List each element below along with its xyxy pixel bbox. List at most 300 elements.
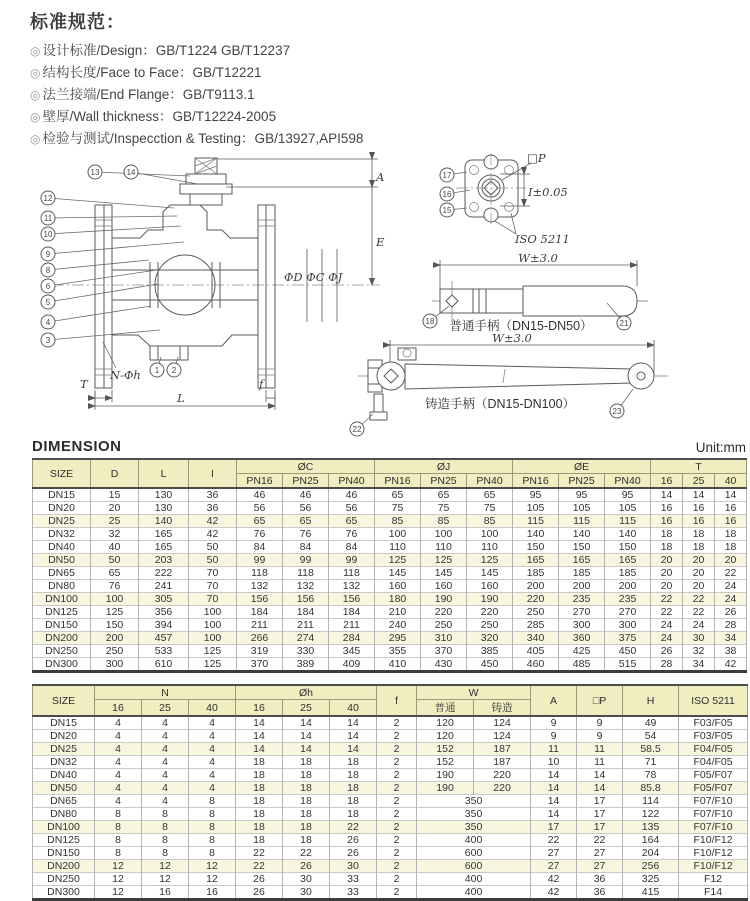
cell: 8: [189, 795, 236, 808]
cell: 65: [237, 515, 283, 528]
cell: 211: [329, 619, 375, 632]
callout-13: [88, 165, 190, 179]
drain-boss: [150, 346, 188, 360]
dim-label-a: A: [376, 170, 385, 184]
cell: 190: [467, 593, 513, 606]
cell: DN80: [33, 808, 95, 821]
cell: 400: [417, 873, 531, 886]
cell: DN300: [33, 886, 95, 900]
cell: 20: [91, 502, 139, 515]
table-row: [33, 632, 747, 645]
cell: 8: [95, 847, 142, 860]
cell: 124: [474, 716, 531, 730]
svg-text:11: 11: [43, 213, 53, 223]
header-cell: N: [95, 685, 236, 700]
w2-label: W±3.0: [492, 331, 532, 345]
cell: 34: [715, 632, 747, 645]
table-row: [33, 515, 747, 528]
header-cell: D: [91, 459, 139, 488]
cell: 75: [467, 502, 513, 515]
svg-text:18: 18: [425, 316, 435, 326]
cell: 18: [683, 541, 715, 554]
cell: 20: [651, 567, 683, 580]
cell: 8: [189, 847, 236, 860]
cell: 65: [329, 515, 375, 528]
cell: 14: [236, 730, 283, 743]
cell: 38: [715, 645, 747, 658]
cell: 120: [417, 730, 474, 743]
cell: 22: [531, 834, 577, 847]
cell: 20: [683, 567, 715, 580]
cell: 165: [139, 541, 189, 554]
cell: 125: [189, 658, 237, 672]
cell: 125: [375, 554, 421, 567]
valve-section-drawing: [41, 158, 385, 410]
iso5211-label: ISO 5211: [515, 232, 570, 246]
cell: 46: [283, 488, 329, 502]
cell: 14: [531, 795, 577, 808]
cell: F04/F05: [679, 743, 748, 756]
cell: DN150: [33, 619, 91, 632]
cell: 42: [531, 873, 577, 886]
cell: 36: [577, 886, 623, 900]
bolt-holes-label: N-Φh: [110, 368, 141, 382]
cell: 152: [417, 743, 474, 756]
svg-text:5: 5: [45, 297, 51, 307]
cell: 124: [474, 730, 531, 743]
header-cell: SIZE: [33, 459, 91, 488]
cell: 28: [715, 619, 747, 632]
cell: 222: [139, 567, 189, 580]
spec-text: 结构长度/Face to Face：GB/T12221: [42, 65, 262, 80]
cell: 250: [513, 606, 559, 619]
cell: 345: [329, 645, 375, 658]
cell: 187: [474, 756, 531, 769]
cell: F07/F10: [679, 795, 748, 808]
cell: DN15: [33, 716, 95, 730]
cell: 4: [95, 730, 142, 743]
cell: 18: [283, 821, 330, 834]
cell: 9: [577, 716, 623, 730]
svg-text:23: 23: [612, 406, 622, 416]
cell: 430: [421, 658, 467, 672]
header-cell: W: [417, 685, 531, 700]
cell: 16: [715, 515, 747, 528]
cell: F05/F07: [679, 782, 748, 795]
cell: 20: [715, 554, 747, 567]
cell: 17: [577, 808, 623, 821]
cell: 305: [139, 593, 189, 606]
cell: 533: [139, 645, 189, 658]
svg-text:8: 8: [45, 265, 51, 275]
cell: 125: [467, 554, 513, 567]
dim-label-e: E: [376, 235, 385, 249]
cell: 34: [683, 658, 715, 672]
header-cell: f: [377, 685, 417, 716]
cell: 18: [330, 795, 377, 808]
cell: 105: [605, 502, 651, 515]
cell: 114: [623, 795, 679, 808]
spec-item-2: [30, 84, 750, 106]
cell: 135: [623, 821, 679, 834]
cell: 50: [91, 554, 139, 567]
cell: 10: [531, 756, 577, 769]
header-cell: A: [531, 685, 577, 716]
cell: 220: [513, 593, 559, 606]
cell: 2: [377, 847, 417, 860]
cell: 250: [421, 619, 467, 632]
cell: 350: [417, 808, 531, 821]
table-row: [33, 860, 748, 873]
cell: 18: [236, 834, 283, 847]
cell: 165: [605, 554, 651, 567]
header-cell: 40: [715, 474, 747, 489]
table-row: [33, 619, 747, 632]
cell: 118: [329, 567, 375, 580]
cell: 110: [467, 541, 513, 554]
table-row: [33, 886, 748, 900]
cell: 600: [417, 860, 531, 873]
cell: 600: [417, 847, 531, 860]
cell: 11: [577, 756, 623, 769]
cell: 18: [236, 756, 283, 769]
cell: 20: [651, 580, 683, 593]
iso5211-pad-drawing: [440, 151, 570, 246]
cell: 30: [683, 632, 715, 645]
cell: 185: [513, 567, 559, 580]
bullet-icon: ◎: [30, 132, 41, 146]
cell: 26: [236, 873, 283, 886]
cell: 14: [651, 488, 683, 502]
table-row: [33, 873, 748, 886]
spec-item-3: [30, 106, 750, 128]
cell: 4: [142, 716, 189, 730]
table-row: [33, 795, 748, 808]
cell: 32: [91, 528, 139, 541]
cell: 240: [375, 619, 421, 632]
cell: 220: [421, 606, 467, 619]
cell: 350: [417, 821, 531, 834]
cell: 78: [623, 769, 679, 782]
cell: 415: [623, 886, 679, 900]
cell: 95: [559, 488, 605, 502]
cell: 4: [189, 743, 236, 756]
cell: 8: [189, 834, 236, 847]
cell: 187: [474, 743, 531, 756]
cell: 2: [377, 860, 417, 873]
cell: 400: [417, 834, 531, 847]
cell: 33: [330, 873, 377, 886]
cell: F14: [679, 886, 748, 900]
cell: 42: [531, 886, 577, 900]
header-cell: 40: [189, 700, 236, 717]
cell: 16: [683, 502, 715, 515]
cell: DN40: [33, 541, 91, 554]
bullet-icon: ◎: [30, 110, 41, 124]
cell: 375: [605, 632, 651, 645]
cell: 18: [683, 528, 715, 541]
header-cell: PN40: [605, 474, 651, 489]
callout-22: [350, 414, 373, 436]
cell: 110: [421, 541, 467, 554]
cell: 118: [283, 567, 329, 580]
cell: 8: [189, 808, 236, 821]
cell: 9: [577, 730, 623, 743]
cell: 100: [91, 593, 139, 606]
cell: 30: [330, 860, 377, 873]
cell: 14: [330, 716, 377, 730]
cell: 4: [95, 716, 142, 730]
cell: 125: [189, 645, 237, 658]
cell: 33: [330, 886, 377, 900]
cell: 22: [330, 821, 377, 834]
cell: 85: [375, 515, 421, 528]
cell: 250: [91, 645, 139, 658]
cell: 42: [715, 658, 747, 672]
cell: 145: [375, 567, 421, 580]
cell: 130: [139, 502, 189, 515]
cell: 325: [623, 873, 679, 886]
cell: 4: [95, 795, 142, 808]
header-cell: T: [651, 459, 747, 474]
cell: 300: [91, 658, 139, 672]
cell: 2: [377, 743, 417, 756]
callout-6: [41, 270, 157, 293]
cell: DN50: [33, 782, 95, 795]
svg-text:6: 6: [45, 281, 51, 291]
cell: 350: [417, 795, 531, 808]
cell: 8: [142, 821, 189, 834]
cell: 156: [329, 593, 375, 606]
dim-label-f: f: [259, 377, 264, 391]
cell: 18: [236, 782, 283, 795]
cell: 14: [283, 716, 330, 730]
cell: 99: [329, 554, 375, 567]
cell: F05/F07: [679, 769, 748, 782]
header-cell: PN25: [559, 474, 605, 489]
cast-handle-drawing: [350, 331, 668, 436]
cell: 145: [421, 567, 467, 580]
cell: 152: [417, 756, 474, 769]
cell: 203: [139, 554, 189, 567]
cell: 8: [142, 847, 189, 860]
cell: 18: [236, 821, 283, 834]
cell: 320: [467, 632, 513, 645]
cell: 12: [142, 860, 189, 873]
cell: 20: [651, 554, 683, 567]
cell: 115: [605, 515, 651, 528]
cell: 95: [605, 488, 651, 502]
cell: 115: [513, 515, 559, 528]
cell: F07/F10: [679, 808, 748, 821]
cell: 185: [559, 567, 605, 580]
table-row: [33, 756, 748, 769]
header-cell: PN25: [283, 474, 329, 489]
cell: 4: [189, 769, 236, 782]
cell: 85: [421, 515, 467, 528]
cell: 18: [715, 528, 747, 541]
table-row: [33, 528, 747, 541]
cell: 120: [417, 716, 474, 730]
cell: 70: [189, 593, 237, 606]
cell: 14: [283, 730, 330, 743]
cell: 8: [142, 834, 189, 847]
cell: 28: [651, 658, 683, 672]
header-cell: H: [623, 685, 679, 716]
cell: 118: [237, 567, 283, 580]
cell: 140: [139, 515, 189, 528]
header-cell: PN16: [237, 474, 283, 489]
cell: 12: [189, 873, 236, 886]
cell: 132: [237, 580, 283, 593]
cell: 220: [474, 782, 531, 795]
svg-text:14: 14: [126, 167, 136, 177]
header-cell: 25: [142, 700, 189, 717]
table-row: [33, 645, 747, 658]
cell: 85.8: [623, 782, 679, 795]
cell: 50: [189, 541, 237, 554]
cell: 370: [421, 645, 467, 658]
cell: 250: [467, 619, 513, 632]
spec-text: 壁厚/Wall thickness：GB/T12224-2005: [42, 109, 277, 124]
cell: 16: [651, 515, 683, 528]
svg-text:10: 10: [43, 229, 53, 239]
cell: 58.5: [623, 743, 679, 756]
cell: DN65: [33, 795, 95, 808]
cell: 20: [683, 554, 715, 567]
cell: 70: [189, 580, 237, 593]
cell: 340: [513, 632, 559, 645]
cell: 4: [142, 743, 189, 756]
header-cell: ØJ: [375, 459, 513, 474]
cell: 18: [283, 769, 330, 782]
cell: 36: [189, 488, 237, 502]
cell: 115: [559, 515, 605, 528]
cell: 460: [513, 658, 559, 672]
cell: 99: [237, 554, 283, 567]
cell: 8: [95, 821, 142, 834]
cell: 27: [577, 847, 623, 860]
header-cell: SIZE: [33, 685, 95, 716]
spec-item-1: [30, 62, 750, 84]
w1-label: W±3.0: [518, 251, 558, 265]
cell: 140: [559, 528, 605, 541]
cell: 4: [189, 716, 236, 730]
cell: 355: [375, 645, 421, 658]
cell: DN25: [33, 515, 91, 528]
cell: 22: [651, 606, 683, 619]
cell: 2: [377, 756, 417, 769]
cell: 2: [377, 808, 417, 821]
cell: 185: [605, 567, 651, 580]
cell: 36: [577, 873, 623, 886]
cell: DN300: [33, 658, 91, 672]
cell: 32: [683, 645, 715, 658]
cell: 8: [95, 834, 142, 847]
table-row: [33, 716, 748, 730]
cell: 9: [531, 716, 577, 730]
header-cell: 普通: [417, 700, 474, 717]
svg-text:9: 9: [45, 249, 51, 259]
cell: F03/F05: [679, 730, 748, 743]
cell: 14: [683, 488, 715, 502]
cell: 200: [559, 580, 605, 593]
svg-text:21: 21: [619, 318, 629, 328]
cell: 156: [237, 593, 283, 606]
cell: 485: [559, 658, 605, 672]
cell: 140: [605, 528, 651, 541]
cell: DN100: [33, 821, 95, 834]
cell: 76: [91, 580, 139, 593]
cell: 200: [91, 632, 139, 645]
cell: DN200: [33, 632, 91, 645]
cell: 54: [623, 730, 679, 743]
cell: 65: [91, 567, 139, 580]
table-row: [33, 808, 748, 821]
cell: F04/F05: [679, 756, 748, 769]
cell: 18: [330, 782, 377, 795]
cell: DN100: [33, 593, 91, 606]
header-cell: PN16: [375, 474, 421, 489]
cell: DN40: [33, 769, 95, 782]
cell: 184: [329, 606, 375, 619]
table-row: [33, 567, 747, 580]
cell: 450: [605, 645, 651, 658]
cell: 122: [623, 808, 679, 821]
cell: 211: [283, 619, 329, 632]
cell: 56: [237, 502, 283, 515]
cell: 2: [377, 769, 417, 782]
cell: 319: [237, 645, 283, 658]
cell: 295: [375, 632, 421, 645]
dim-label-l: L: [177, 391, 185, 405]
cell: 100: [421, 528, 467, 541]
cell: 330: [283, 645, 329, 658]
svg-text:1: 1: [154, 365, 160, 375]
cell: DN25: [33, 743, 95, 756]
cell: 270: [605, 606, 651, 619]
header-cell: 25: [283, 700, 330, 717]
cell: 75: [421, 502, 467, 515]
cell: 14: [577, 782, 623, 795]
dimension-table-2: [32, 684, 748, 901]
cell: 360: [559, 632, 605, 645]
cell: 22: [236, 847, 283, 860]
normal-handle-label: 普通手柄（DN15-DN50）: [449, 319, 593, 333]
cell: 84: [283, 541, 329, 554]
callout-10: [41, 226, 181, 241]
cell: DN250: [33, 645, 91, 658]
technical-drawings: [0, 150, 750, 438]
cell: 18: [236, 795, 283, 808]
cell: 84: [237, 541, 283, 554]
cell: 46: [237, 488, 283, 502]
table-row: [33, 593, 747, 606]
cell: 400: [417, 886, 531, 900]
cell: 26: [330, 834, 377, 847]
cell: DN150: [33, 847, 95, 860]
cell: DN125: [33, 834, 95, 847]
cell: 26: [715, 606, 747, 619]
header-cell: □P: [577, 685, 623, 716]
cell: 26: [283, 860, 330, 873]
bullet-icon: ◎: [30, 88, 41, 102]
cell: 180: [375, 593, 421, 606]
cell: 145: [467, 567, 513, 580]
cell: 285: [513, 619, 559, 632]
cell: 266: [237, 632, 283, 645]
cell: 2: [377, 782, 417, 795]
